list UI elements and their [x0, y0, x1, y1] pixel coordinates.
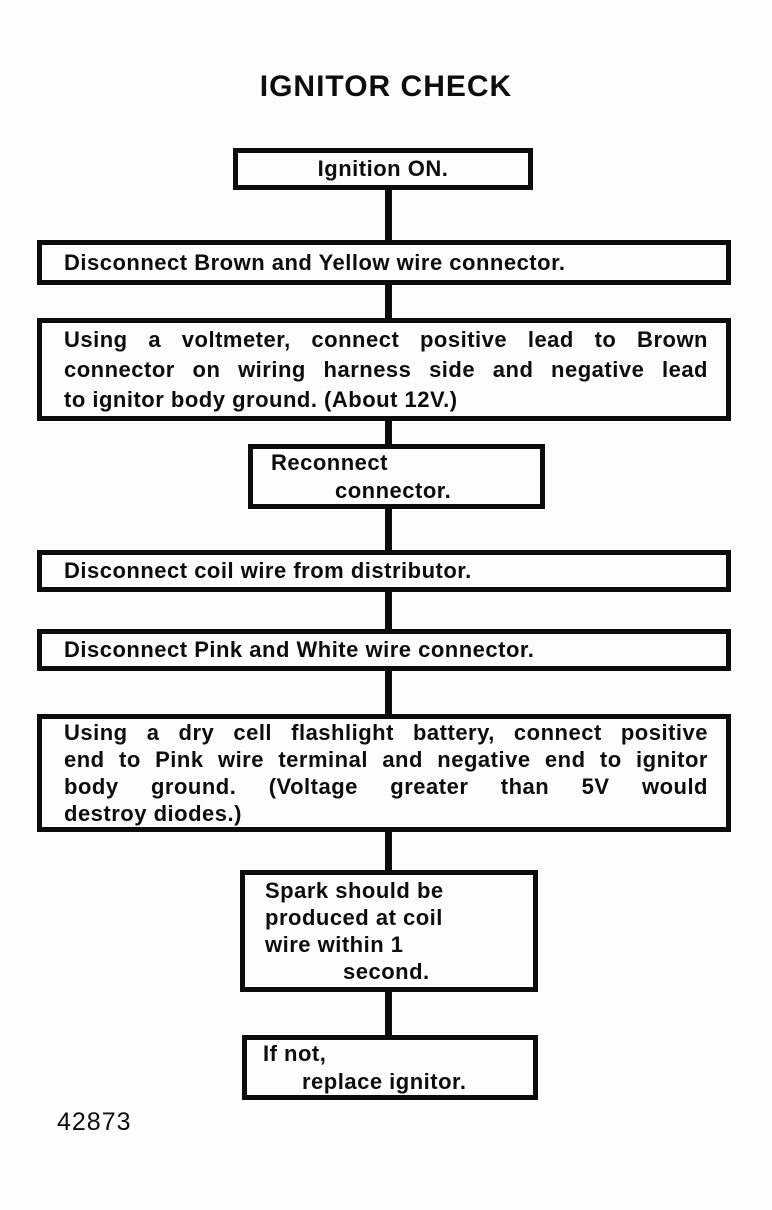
flow-box-reconnect-connector: [248, 444, 545, 509]
flow-box-text: end to Pink wire terminal and negative end to ignitor: [64, 747, 708, 772]
flow-box-text: replace ignitor.: [302, 1068, 467, 1094]
flow-box-text: Disconnect Pink and White wire connector.: [64, 637, 535, 662]
flow-box-text: body ground. (Voltage greater than 5V would: [64, 774, 708, 799]
flow-box-text: Disconnect coil wire from distributor.: [64, 558, 472, 583]
flow-box-voltmeter-check: [37, 318, 731, 421]
flow-box-disconnect-brown-yellow: [37, 240, 731, 285]
flow-box-disconnect-pink-white: [37, 629, 731, 671]
flow-box-text: connector on wiring harness side and negative lead: [64, 356, 708, 382]
figure-code: 42873: [57, 1108, 132, 1136]
flow-box-text: second.: [343, 959, 430, 984]
flow-box-text: Using a voltmeter, connect positive lead to Brown: [64, 326, 708, 352]
flow-box-text: Disconnect Brown and Yellow wire connector.: [64, 249, 566, 275]
flow-box-text: Ignition ON.: [317, 156, 449, 181]
flow-box-spark-result: [240, 870, 538, 992]
flow-box-text: Using a dry cell flashlight battery, connect positive: [64, 720, 708, 745]
flow-box-text: produced at coil: [265, 905, 443, 930]
flow-box-text: to ignitor body ground. (About 12V.): [64, 386, 458, 412]
flow-box-text: wire within 1: [265, 932, 404, 957]
flow-box-replace-ignitor: [242, 1035, 538, 1100]
flow-box-battery-check: [37, 714, 731, 832]
page-title: IGNITOR CHECK: [259, 70, 513, 103]
flow-box-text: If not,: [263, 1040, 327, 1066]
flow-box-text: Reconnect: [271, 449, 388, 475]
flow-box-text: destroy diodes.): [64, 801, 242, 826]
flow-box-text: Spark should be: [265, 878, 444, 903]
flow-box-disconnect-coil-wire: [37, 550, 731, 592]
flow-box-text: connector.: [335, 477, 452, 503]
flow-box-ignition-on: [233, 148, 533, 190]
